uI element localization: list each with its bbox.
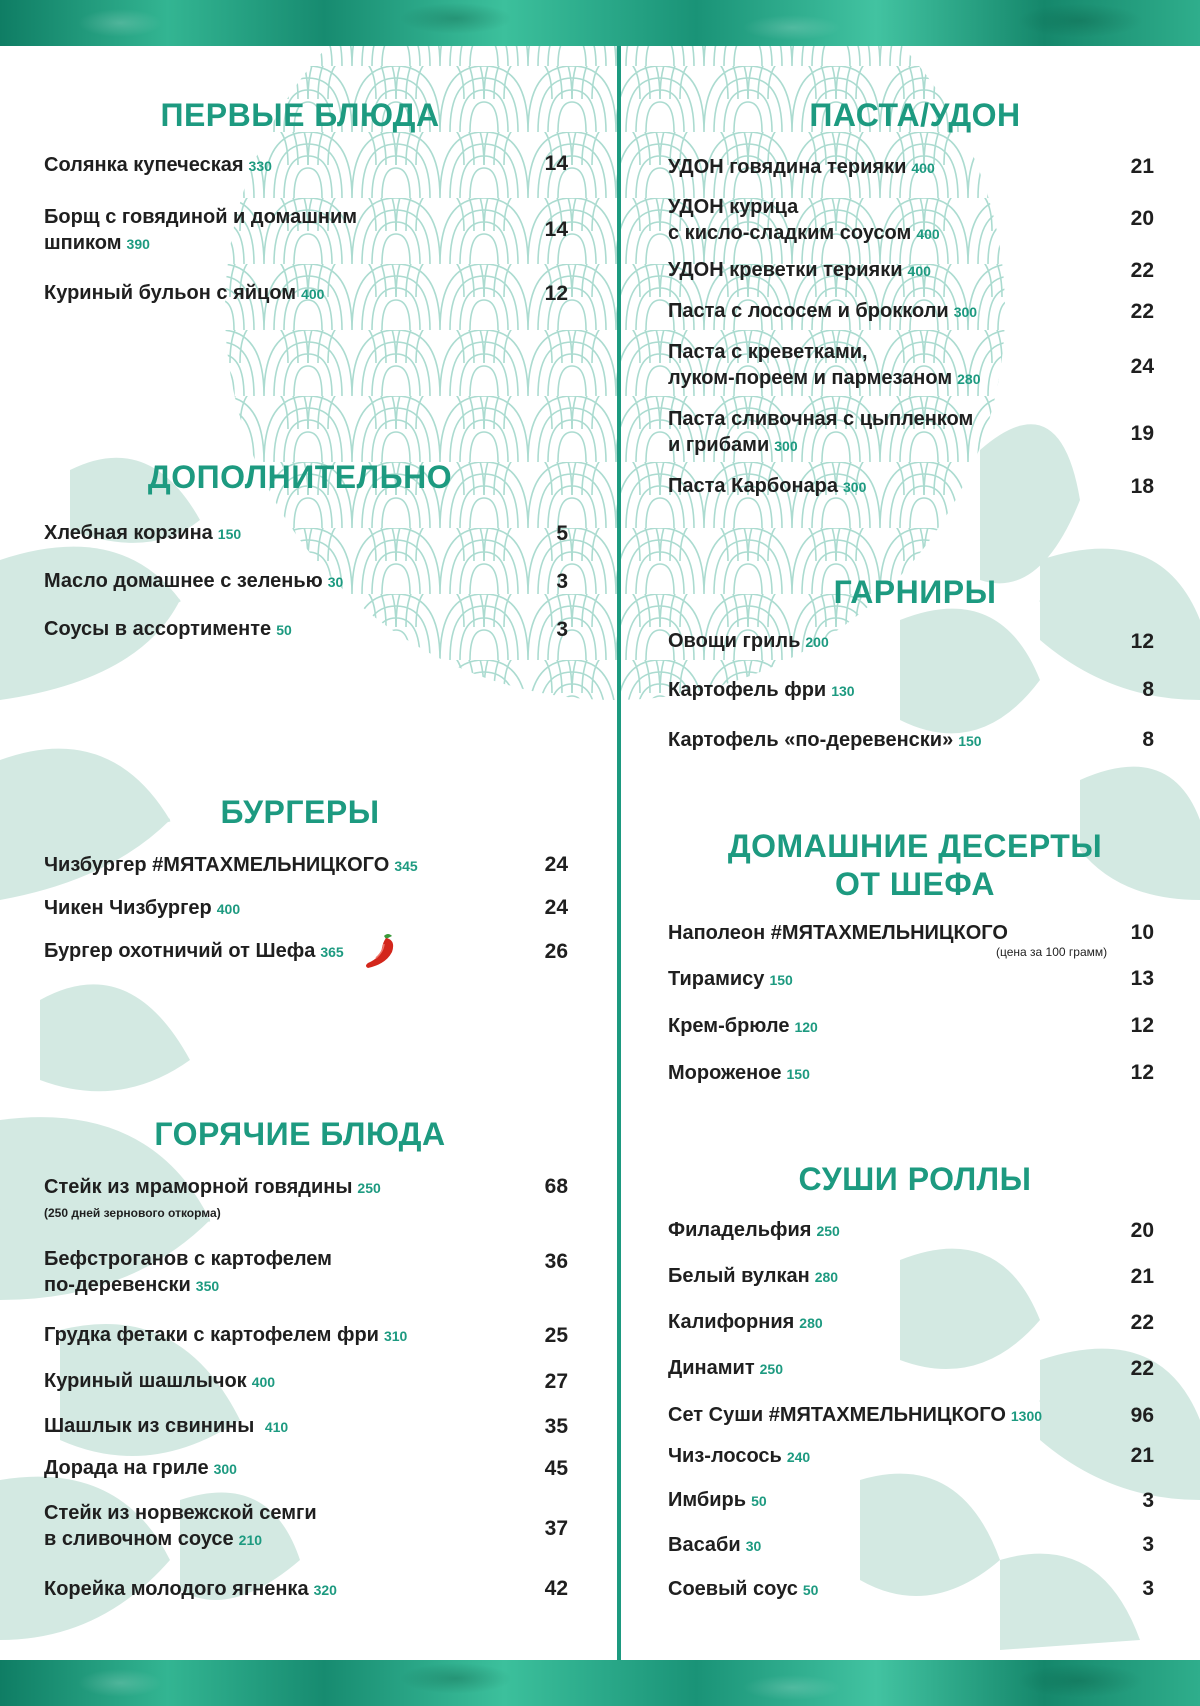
- menu-item-udon-chicken: УДОН курица с кисло-сладким соусом 400: [668, 196, 940, 244]
- column-divider: [617, 46, 621, 1660]
- menu-item-chicken-cheeseburger: Чикен Чизбургер 400: [44, 897, 241, 919]
- section-title-hot-dishes: ГОРЯЧИЕ БЛЮДА: [154, 1116, 446, 1152]
- bottom-decorative-band: [0, 1660, 1200, 1706]
- menu-item-chicken-skewers: Куриный шашлычок 400: [44, 1370, 276, 1392]
- menu-item-udon-shrimp: УДОН креветки терияки 400: [668, 259, 931, 281]
- price-wasabi: 3: [1142, 1533, 1154, 1556]
- price-ice-cream: 12: [1130, 1061, 1154, 1084]
- menu-item-napoleon: Наполеон #МЯТАХМЕЛЬНИЦКОГО: [668, 922, 1008, 944]
- menu-item-french-fries: Картофель фри 130: [668, 679, 855, 701]
- price-pasta-salmon: 22: [1130, 300, 1154, 323]
- menu-item-pasta-creamy: Паста сливочная с цыпленком и грибами 300: [668, 408, 974, 456]
- price-chicken-broth: 12: [544, 282, 568, 305]
- menu-item-pasta-carbonara: Паста Карбонара 300: [668, 475, 867, 497]
- price-bread-basket: 5: [556, 522, 568, 545]
- price-creme-brulee: 12: [1130, 1014, 1154, 1037]
- price-pasta-creamy: 19: [1130, 422, 1154, 445]
- price-napoleon: 10: [1130, 921, 1154, 944]
- price-grilled-vegetables: 12: [1130, 630, 1154, 653]
- section-title-burgers: БУРГЕРЫ: [220, 794, 380, 830]
- menu-item-grilled-vegetables: Овощи гриль 200: [668, 630, 829, 652]
- price-country-potatoes: 8: [1142, 728, 1154, 751]
- price-lamb-loin: 42: [544, 1577, 568, 1600]
- price-french-fries: 8: [1142, 678, 1154, 701]
- price-udon-chicken: 20: [1130, 207, 1154, 230]
- menu-item-salmon-steak: Стейк из норвежской семги в сливочном соусе 210: [44, 1502, 317, 1550]
- section-title-sides: ГАРНИРЫ: [833, 574, 997, 610]
- price-chicken-breast: 25: [544, 1324, 568, 1347]
- menu-item-solyanka: Солянка купеческая 330: [44, 154, 272, 176]
- price-marble-steak: 68: [544, 1175, 568, 1198]
- section-title-first-courses: ПЕРВЫЕ БЛЮДА: [160, 97, 440, 133]
- price-pasta-carbonara: 18: [1130, 475, 1154, 498]
- price-chicken-skewers: 27: [544, 1370, 568, 1393]
- menu-item-bread-basket: Хлебная корзина 150: [44, 522, 242, 544]
- menu-item-white-volcano: Белый вулкан 280: [668, 1265, 839, 1287]
- menu-item-pasta-salmon: Паста с лососем и брокколи 300: [668, 300, 978, 322]
- price-solyanka: 14: [544, 152, 568, 175]
- menu-item-tiramisu: Тирамису 150: [668, 968, 793, 990]
- price-pasta-shrimp: 24: [1130, 355, 1154, 378]
- menu-item-soy-sauce: Соевый соус 50: [668, 1578, 819, 1600]
- chili-pepper-icon: [362, 930, 400, 970]
- price-salmon-steak: 37: [544, 1517, 568, 1540]
- note-price-per-100g: (цена за 100 грамм): [996, 945, 1108, 959]
- price-hunter-burger: 26: [544, 940, 568, 963]
- menu-item-country-potatoes: Картофель «по-деревенски» 150: [668, 729, 982, 751]
- price-cheese-salmon: 21: [1130, 1444, 1154, 1467]
- price-udon-beef: 21: [1130, 155, 1154, 178]
- menu-item-ice-cream: Мороженое 150: [668, 1062, 810, 1084]
- price-tiramisu: 13: [1130, 967, 1154, 990]
- menu-item-creme-brulee: Крем-брюле 120: [668, 1015, 818, 1037]
- menu-item-chicken-breast: Грудка фетаки с картофелем фри 310: [44, 1324, 408, 1346]
- menu-item-cheese-salmon: Чиз-лосось 240: [668, 1445, 811, 1467]
- price-borsch: 14: [544, 218, 568, 241]
- price-sauces: 3: [556, 618, 568, 641]
- menu-item-lamb-loin: Корейка молодого ягненка 320: [44, 1578, 337, 1600]
- menu-item-beef-stroganoff: Бефстроганов с картофелем по-деревенски 350: [44, 1248, 332, 1296]
- section-title-extras: ДОПОЛНИТЕЛЬНО: [147, 459, 453, 495]
- price-philadelphia: 20: [1130, 1219, 1154, 1242]
- price-chicken-cheeseburger: 24: [544, 896, 568, 919]
- note-grain-fed: (250 дней зернового откорма): [44, 1206, 221, 1220]
- menu-item-wasabi: Васаби 30: [668, 1534, 762, 1556]
- menu-item-sauces: Соусы в ассортименте 50: [44, 618, 292, 640]
- menu-item-grilled-dorado: Дорада на гриле 300: [44, 1457, 237, 1479]
- price-udon-shrimp: 22: [1130, 259, 1154, 282]
- menu-item-sushi-set: Сет Суши #МЯТАХМЕЛЬНИЦКОГО 1300: [668, 1404, 1043, 1426]
- menu-item-butter: Масло домашнее с зеленью 30: [44, 570, 344, 592]
- price-white-volcano: 21: [1130, 1265, 1154, 1288]
- menu-item-pork-skewers: Шашлык из свинины 410: [44, 1415, 289, 1437]
- menu-item-pasta-shrimp: Паста с креветками, луком-пореем и пармезаном 280: [668, 341, 981, 389]
- section-title-desserts: ДОМАШНИЕ ДЕСЕРТЫ ОТ ШЕФА: [727, 828, 1103, 902]
- menu-item-udon-beef: УДОН говядина терияки 400: [668, 156, 935, 178]
- menu-item-hunter-burger: Бургер охотничий от Шефа 365: [44, 940, 344, 962]
- section-title-sushi-rolls: СУШИ РОЛЛЫ: [798, 1161, 1032, 1197]
- price-cheeseburger: 24: [544, 853, 568, 876]
- price-butter: 3: [556, 570, 568, 593]
- price-sushi-set: 96: [1130, 1404, 1154, 1427]
- price-dynamite: 22: [1130, 1357, 1154, 1380]
- menu-item-marble-steak: Стейк из мраморной говядины 250: [44, 1176, 381, 1198]
- menu-item-ginger: Имбирь 50: [668, 1489, 767, 1511]
- menu-item-cheeseburger: Чизбургер #МЯТАХМЕЛЬНИЦКОГО 345: [44, 854, 418, 876]
- menu-item-borsch: Борщ с говядиной и домашним шпиком 390: [44, 206, 358, 254]
- price-california: 22: [1130, 1311, 1154, 1334]
- price-soy-sauce: 3: [1142, 1577, 1154, 1600]
- price-beef-stroganoff: 36: [544, 1250, 568, 1273]
- menu-item-philadelphia: Филадельфия 250: [668, 1219, 840, 1241]
- price-ginger: 3: [1142, 1489, 1154, 1512]
- top-decorative-band: [0, 0, 1200, 46]
- price-grilled-dorado: 45: [544, 1457, 568, 1480]
- section-title-pasta-udon: ПАСТА/УДОН: [809, 97, 1021, 133]
- price-pork-skewers: 35: [544, 1415, 568, 1438]
- menu-item-chicken-broth: Куриный бульон с яйцом 400: [44, 282, 325, 304]
- menu-item-california: Калифорния 280: [668, 1311, 823, 1333]
- menu-item-dynamite: Динамит 250: [668, 1357, 783, 1379]
